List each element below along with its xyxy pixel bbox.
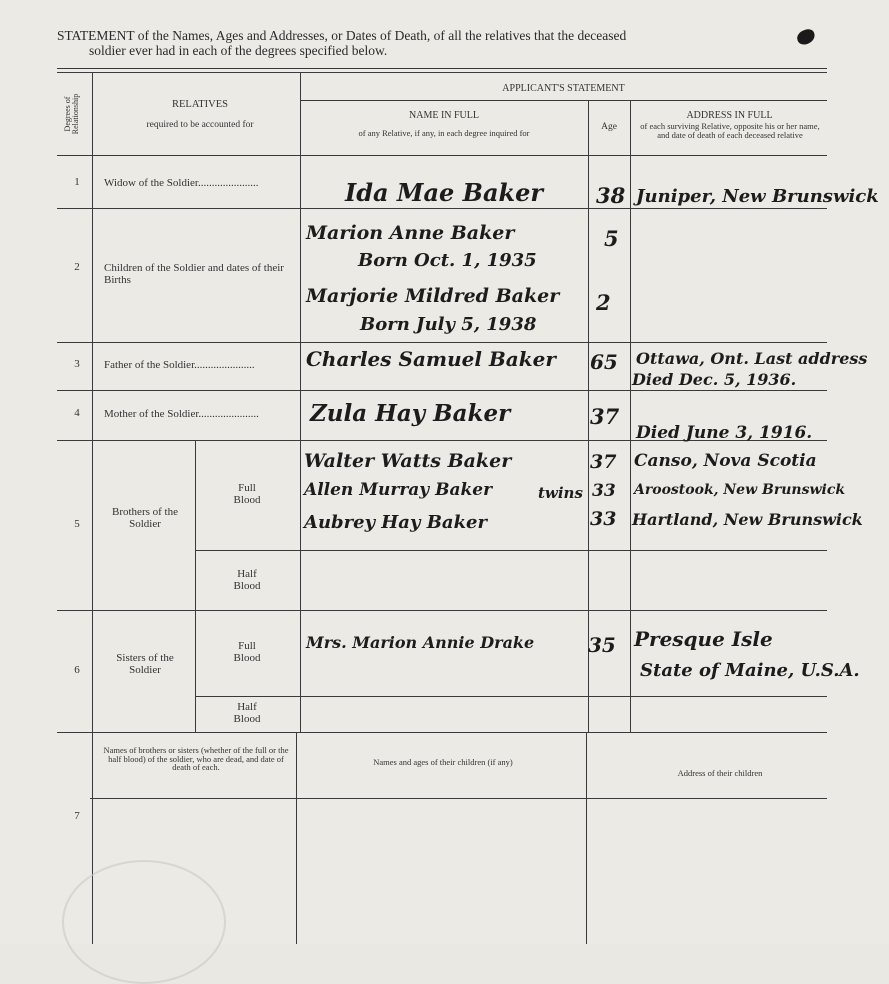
name-column-subtitle: of any Relative, if any, in each degree inquired for bbox=[358, 128, 530, 138]
child-1-name: Marion Anne Baker bbox=[306, 222, 515, 244]
rule-head-bottom bbox=[57, 155, 827, 156]
child-2-name: Marjorie Mildred Baker bbox=[306, 285, 560, 307]
brother-2-name: Allen Murray Baker bbox=[304, 480, 493, 500]
rule-r2 bbox=[57, 342, 827, 343]
row-5-full-blood: Full Blood bbox=[233, 482, 261, 506]
rule-r3 bbox=[57, 390, 827, 391]
form-header bbox=[57, 28, 837, 58]
address-column-subtitle: of each surviving Relative, opposite his or her name, and date of death of each deceased relative bbox=[640, 121, 820, 140]
twins-note: twins bbox=[538, 484, 583, 502]
relatives-subtitle: required to be accounted for bbox=[146, 120, 254, 130]
row-7-label: Names of brothers or sisters (whether of the full or the half blood) of the soldier, who are dead, and date of death of each. bbox=[103, 745, 289, 772]
brother-1-address: Canso, Nova Scotia bbox=[634, 451, 817, 471]
col-r7-a bbox=[296, 732, 297, 944]
row-5-number: 5 bbox=[74, 518, 80, 530]
rule-r5-half bbox=[195, 550, 827, 551]
child-1-age: 5 bbox=[604, 226, 619, 251]
row-3-number: 3 bbox=[74, 358, 80, 370]
mother-death: Died June 3, 1916. bbox=[636, 423, 813, 443]
rule-top-2 bbox=[57, 72, 827, 73]
col-relatives bbox=[300, 72, 301, 732]
child-2-birth: Born July 5, 1938 bbox=[360, 314, 537, 335]
row-7-address-heading: Address of their children bbox=[677, 768, 763, 778]
relatives-title: RELATIVES bbox=[172, 99, 228, 110]
row-4-label: Mother of the Soldier...................... bbox=[104, 408, 259, 420]
rule-r6 bbox=[57, 732, 827, 733]
age-column-title: Age bbox=[601, 122, 617, 132]
row-6-label: Sisters of the Soldier bbox=[116, 652, 174, 676]
rule-r1 bbox=[57, 208, 827, 209]
row-3-label: Father of the Soldier...................... bbox=[104, 359, 255, 371]
father-address: Ottawa, Ont. Last address bbox=[636, 349, 868, 368]
brother-1-age: 37 bbox=[590, 451, 617, 473]
rule-r5 bbox=[57, 610, 827, 611]
widow-name: Ida Mae Baker bbox=[345, 178, 544, 207]
applicant-statement-title: APPLICANT'S STATEMENT bbox=[502, 83, 625, 94]
name-column-title: NAME IN FULL bbox=[409, 110, 479, 121]
row-7-children-heading: Names and ages of their children (if any) bbox=[373, 757, 513, 767]
mother-name: Zula Hay Baker bbox=[310, 400, 511, 427]
degrees-heading: Degrees of Relationship bbox=[63, 93, 80, 135]
brother-3-address: Hartland, New Brunswick bbox=[632, 510, 863, 529]
brother-3-name: Aubrey Hay Baker bbox=[304, 512, 487, 533]
child-2-age: 2 bbox=[596, 290, 611, 315]
father-name: Charles Samuel Baker bbox=[306, 347, 556, 371]
widow-address: Juniper, New Brunswick bbox=[636, 186, 879, 207]
row-5-label: Brothers of the Soldier bbox=[112, 506, 178, 530]
mother-age: 37 bbox=[590, 404, 620, 429]
row-5-half-blood: Half Blood bbox=[233, 568, 261, 592]
brother-1-name: Walter Watts Baker bbox=[304, 450, 512, 472]
father-death: Died Dec. 5, 1936. bbox=[632, 370, 797, 389]
row-1-number: 1 bbox=[74, 176, 80, 188]
row-2-number: 2 bbox=[74, 261, 80, 273]
rule-r7-head bbox=[90, 798, 827, 799]
col-age bbox=[630, 100, 631, 732]
rule-top bbox=[57, 68, 827, 69]
sister-1-address-line-1: Presque Isle bbox=[634, 627, 773, 651]
row-2-label: Children of the Soldier and dates of their Births bbox=[104, 262, 284, 286]
col-blood bbox=[195, 440, 196, 732]
row-6-full-blood: Full Blood bbox=[233, 640, 261, 664]
rule-r6-half bbox=[195, 696, 827, 697]
widow-age: 38 bbox=[596, 183, 626, 208]
row-7-number: 7 bbox=[74, 810, 80, 822]
col-degrees bbox=[92, 72, 93, 944]
brother-3-age: 33 bbox=[590, 508, 617, 530]
brother-2-address: Aroostook, New Brunswick bbox=[634, 482, 846, 498]
faded-stamp bbox=[62, 860, 226, 984]
sister-1-name: Mrs. Marion Annie Drake bbox=[306, 633, 535, 652]
sister-1-address-line-2: State of Maine, U.S.A. bbox=[640, 660, 860, 681]
row-6-number: 6 bbox=[74, 664, 80, 676]
child-1-birth: Born Oct. 1, 1935 bbox=[358, 250, 537, 271]
sister-1-age: 35 bbox=[588, 633, 616, 657]
row-6-half-blood: Half Blood bbox=[233, 701, 261, 725]
header-line-2: soldier ever had in each of the degrees specified below. bbox=[89, 43, 388, 58]
address-column-title: ADDRESS IN FULL bbox=[686, 110, 773, 121]
header-line-1: STATEMENT of the Names, Ages and Addresses, or Dates of Death, of all the relatives that the deceased bbox=[57, 28, 627, 43]
row-4-number: 4 bbox=[74, 407, 80, 419]
brother-2-age: 33 bbox=[592, 481, 616, 501]
rule-applicant bbox=[300, 100, 827, 101]
father-age: 65 bbox=[590, 350, 618, 374]
col-r7-b bbox=[586, 732, 587, 944]
row-1-label: Widow of the Soldier...................... bbox=[104, 177, 259, 189]
